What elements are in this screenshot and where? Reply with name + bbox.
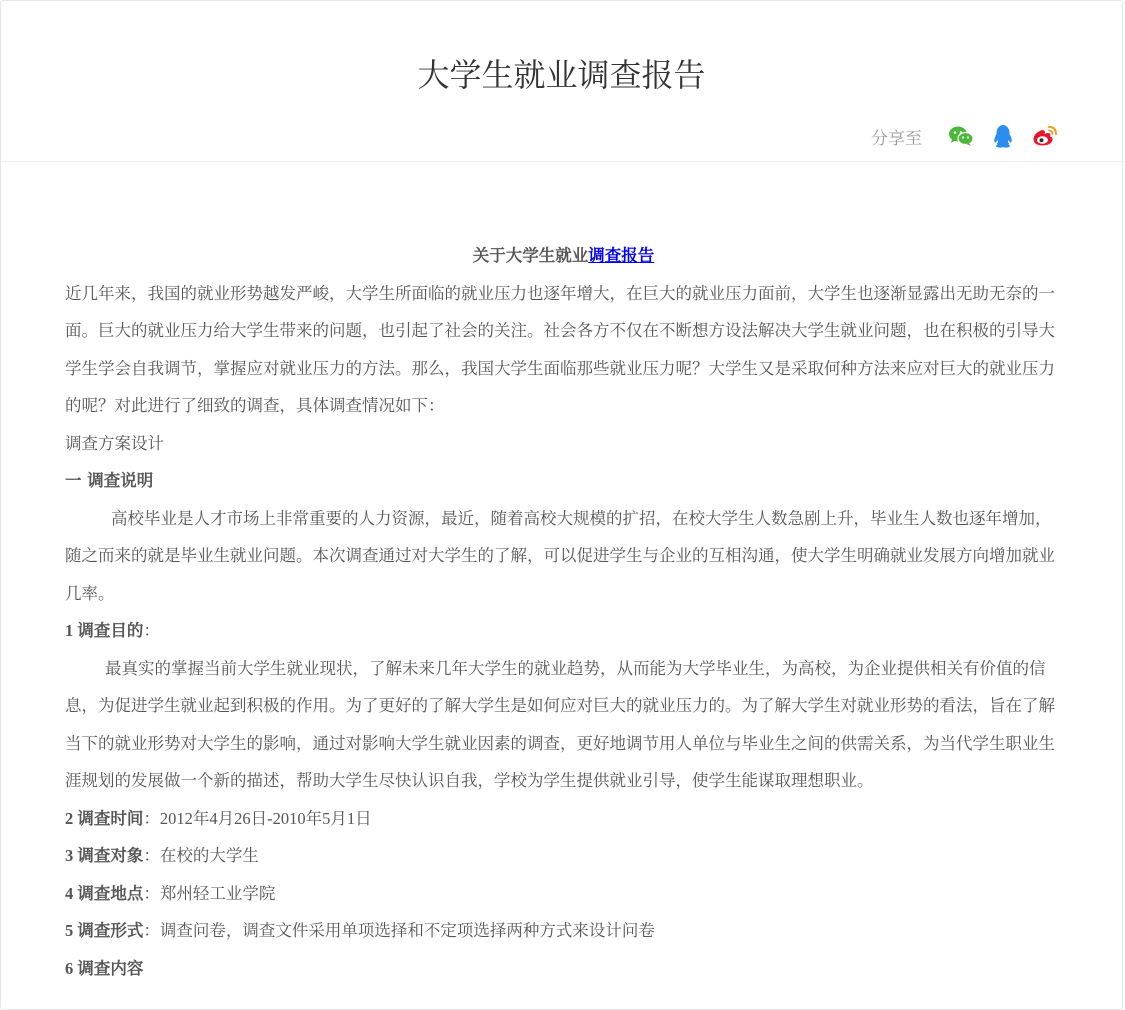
time-label: 调查时间 — [77, 808, 144, 828]
purpose-heading — [65, 612, 1062, 650]
content-label: 调查内容 — [77, 958, 144, 978]
time-line — [65, 800, 1062, 838]
object-number: 3 — [65, 846, 78, 865]
place-label: 调查地点 — [77, 883, 144, 903]
form-label: 调查形式 — [77, 921, 144, 940]
place-value: ：郑州轻工业学院 — [143, 883, 276, 903]
purpose-label: 调查目的 — [77, 621, 144, 640]
design-heading: 调查方案设计 — [65, 433, 164, 453]
time-number: 2 — [65, 808, 78, 828]
weibo-icon[interactable] — [1030, 121, 1060, 151]
article-body — [65, 237, 1062, 987]
form-number: 5 — [65, 921, 78, 940]
intro-paragraph: 近几年来，我国的就业形势越发严峻，大学生所面临的就业压力也逐年增大，在巨大的就业压力面前，大学生也逐渐显露出无助无奈的一面。巨大的就业压力给大学生带来的问题，也引起了社会的关注。社会各方不仅在不断想方设法解决大学生就业问题，也在积极的引导大学生学会自我调节，掌握应对就业压力的方法。那么，我国大学生面临那些就业压力呢？大学生又是采取何种方法来应对巨大的就业压力的呢？对此进行了细致的调查，具体调查情况如下： — [65, 283, 1055, 415]
share-bar — [871, 121, 1060, 151]
share-label: 分享至 — [871, 128, 922, 149]
object-line — [65, 837, 1062, 875]
form-line — [65, 912, 1062, 950]
time-value: ：2012年4月26日-2010年5月1日 — [143, 808, 372, 828]
place-line — [65, 875, 1062, 913]
purpose-colon: ： — [143, 621, 160, 640]
content-line — [65, 950, 1062, 988]
form-value: ：调查问卷，调查文件采用单项选择和不定项选择两种方式来设计问卷 — [143, 921, 655, 940]
purpose-paragraph: 最真实的掌握当前大学生就业现状，了解未来几年大学生的就业趋势，从而能为大学毕业生，为高校，为企业提供相关有价值的信息，为促进学生就业起到积极的作用。为了更好的了解大学生是如何应对巨大的就业压力的。为了解大学生对就业形势的看法，旨在了解当下的就业形势对大学生的影响，通过对影响大学生就业因素的调查，更好地调节用人单位与毕业生之间的供需关系，为当代学生职业生涯规划的发展做一个新的描述，帮助大学生尽快认识自我，学校为学生提供就业引导，使学生能谋取理想职业。 — [65, 658, 1055, 790]
object-label: 调查对象 — [77, 846, 144, 865]
content-number: 6 — [65, 958, 78, 978]
page-title: 大学生就业调查报告 — [417, 56, 706, 94]
section-paragraph: 高校毕业是人才市场上非常重要的人力资源，最近，随着高校大规模的扩招，在校大学生人数急剧上升，毕业生人数也逐年增加，随之而来的就是毕业生就业问题。本次调查通过对大学生的了解，可以促进学生与企业的互相沟通，使大学生明确就业发展方向增加就业几率。 — [65, 508, 1055, 603]
purpose-number: 1 — [65, 621, 78, 640]
article-subtitle — [65, 237, 1062, 275]
report-link[interactable]: 调查报告 — [588, 246, 655, 265]
section-heading: 一 调查说明 — [65, 471, 154, 490]
qq-icon[interactable] — [988, 121, 1018, 151]
wechat-icon[interactable] — [946, 121, 976, 151]
object-value: ：在校的大学生 — [143, 846, 259, 865]
subtitle-prefix: 关于大学生就业 — [472, 246, 589, 265]
article-header — [1, 1, 1122, 162]
place-number: 4 — [65, 883, 78, 903]
